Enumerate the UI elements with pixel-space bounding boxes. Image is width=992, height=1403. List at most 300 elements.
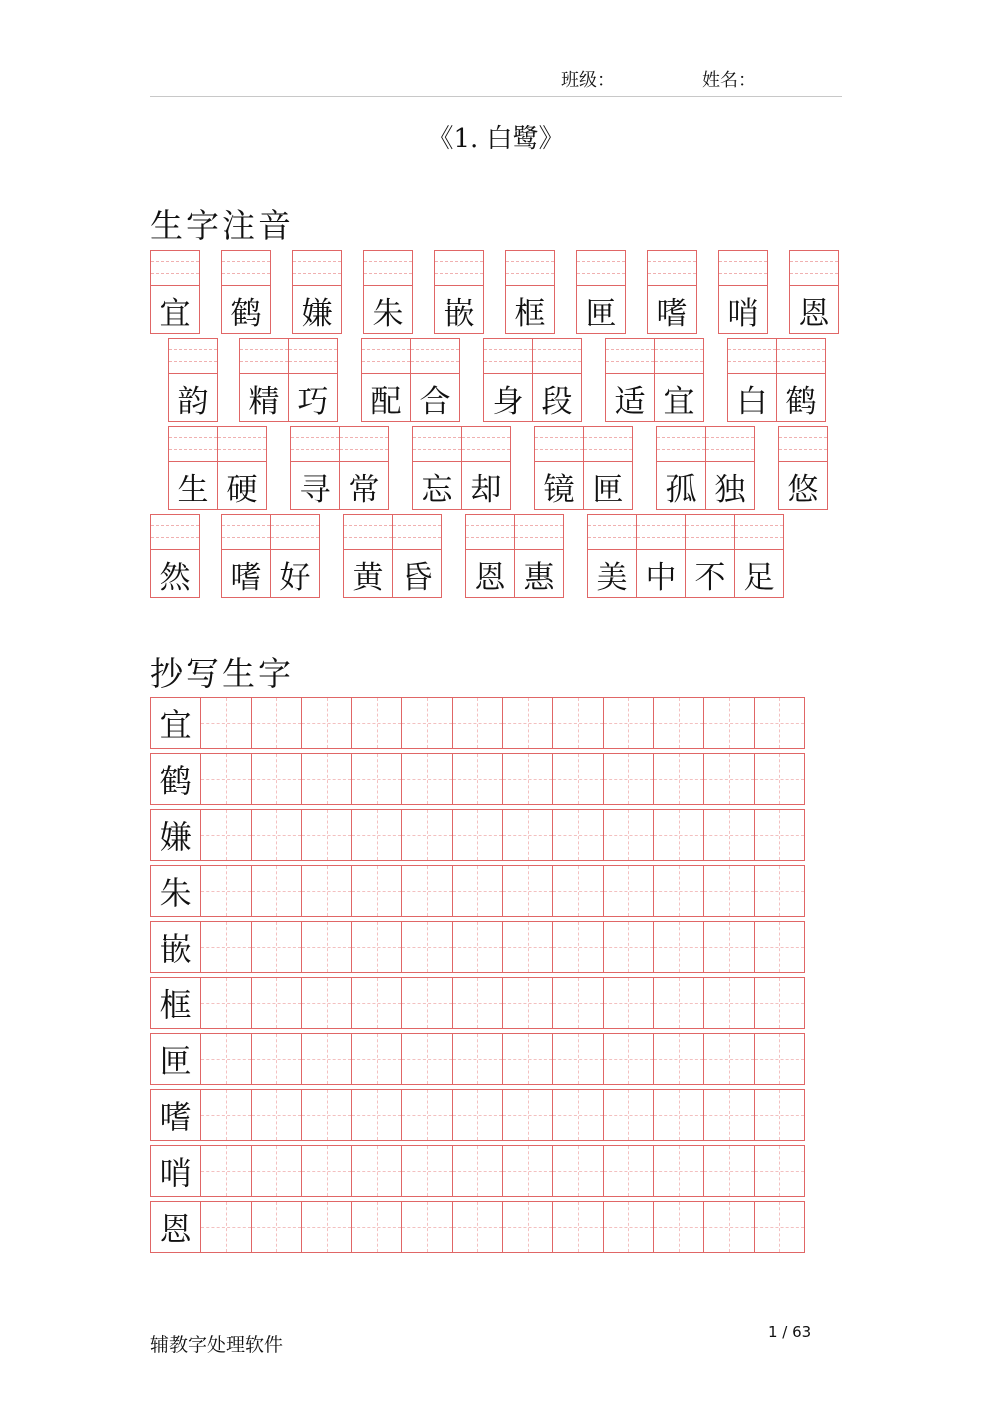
practice-cell[interactable] [251,1033,302,1085]
pinyin-write-area [271,515,319,550]
pinyin-word [168,426,266,510]
hanzi-character: 宜 [663,383,695,420]
practice-cell[interactable] [200,697,251,749]
pinyin-word [239,338,337,422]
pinyin-cell [150,514,200,598]
practice-cell[interactable] [502,977,553,1029]
pinyin-cell [734,514,784,598]
practice-cell[interactable] [452,809,503,861]
practice-cell[interactable] [653,921,704,973]
pinyin-cell [168,338,218,422]
practice-cell[interactable] [351,921,402,973]
practice-cell[interactable] [351,1033,402,1085]
practice-cell[interactable] [301,753,352,805]
pinyin-word [343,514,441,598]
hanzi-character: 身 [492,383,524,420]
hanzi-character: 却 [470,471,502,508]
pinyin-write-area [293,251,341,286]
practice-cell[interactable] [703,1201,754,1253]
pinyin-section-title: 生字注音 [150,206,294,245]
practice-cell[interactable] [301,1033,352,1085]
practice-cell[interactable] [653,697,704,749]
pinyin-cell [605,338,655,422]
hanzi-character: 合 [419,383,451,420]
hanzi-character: 镜 [543,471,575,508]
pinyin-cell [150,250,200,334]
pinyin-write-area [648,251,696,286]
pinyin-write-area [577,251,625,286]
practice-cell[interactable] [703,1089,754,1141]
practice-cell[interactable] [200,977,251,1029]
pinyin-cell [343,514,393,598]
pinyin-write-area [719,251,767,286]
pinyin-word [483,338,581,422]
pinyin-cell [656,426,706,510]
practice-cell[interactable] [502,1033,553,1085]
practice-cell[interactable] [401,977,452,1029]
hanzi-character: 不 [694,559,726,596]
pinyin-write-area [462,427,510,462]
practice-cell[interactable] [653,977,704,1029]
pinyin-cell [532,338,582,422]
practice-cell[interactable] [251,1145,302,1197]
pinyin-word [221,250,270,334]
hanzi-character: 好 [279,559,311,596]
page-title: 《1. 白鹭》 [427,124,565,154]
practice-cell[interactable] [301,809,352,861]
pinyin-cell [576,250,626,334]
pinyin-write-area [706,427,754,462]
practice-cell[interactable] [754,1089,805,1141]
hanzi-character: 宜 [159,295,191,332]
pinyin-cell [412,426,462,510]
hanzi-character: 美 [596,559,628,596]
practice-cell[interactable] [754,697,805,749]
pinyin-word [412,426,510,510]
practice-cell[interactable] [754,1033,805,1085]
practice-cell[interactable] [552,921,603,973]
pinyin-write-area [735,515,783,550]
hanzi-character: 匣 [585,295,617,332]
practice-cell[interactable] [603,1145,654,1197]
hanzi-character: 精 [248,383,280,420]
pinyin-write-area [240,339,288,374]
practice-cell[interactable] [200,1201,251,1253]
pinyin-cell [221,250,271,334]
hanzi-character: 嗜 [656,295,688,332]
copy-grid [150,697,818,1257]
pinyin-word [465,514,563,598]
hanzi-character: 段 [541,383,573,420]
copy-row [150,1089,818,1141]
name-label: 姓名： [702,70,756,91]
practice-cell[interactable] [754,753,805,805]
hanzi-character: 中 [645,559,677,596]
practice-cell[interactable] [653,865,704,917]
practice-cell[interactable] [603,865,654,917]
practice-cell[interactable] [452,977,503,1029]
hanzi-character: 巧 [297,383,329,420]
pinyin-cell [363,250,413,334]
hanzi-character: 鹤 [785,383,817,420]
hanzi-character: 忘 [421,471,453,508]
copy-row [150,753,818,805]
pinyin-cell [361,338,411,422]
practice-cell[interactable] [401,1201,452,1253]
practice-cell[interactable] [703,865,754,917]
pinyin-word [656,426,754,510]
pinyin-write-area [289,339,337,374]
hanzi-character: 生 [177,471,209,508]
practice-cell[interactable] [452,921,503,973]
hanzi-character: 黄 [352,559,384,596]
hanzi-character: 嫌 [301,295,333,332]
pinyin-cell [339,426,389,510]
practice-cell[interactable] [200,1033,251,1085]
hanzi-character: 适 [614,383,646,420]
practice-cell[interactable] [301,865,352,917]
hanzi-character: 孤 [665,471,697,508]
model-character: 嵌 [150,921,201,973]
practice-cell[interactable] [200,809,251,861]
hanzi-character: 硬 [226,471,258,508]
hanzi-character: 韵 [177,383,209,420]
pinyin-write-area [506,251,554,286]
practice-cell[interactable] [351,697,402,749]
practice-cell[interactable] [401,1089,452,1141]
practice-cell[interactable] [401,921,452,973]
hanzi-character: 恩 [798,295,830,332]
practice-cell[interactable] [351,753,402,805]
practice-cell[interactable] [603,753,654,805]
hanzi-character: 白 [736,383,768,420]
hanzi-character: 鹤 [230,295,262,332]
pinyin-cell [514,514,564,598]
pinyin-write-area [535,427,583,462]
pinyin-cell [647,250,697,334]
practice-cell[interactable] [653,1033,704,1085]
hanzi-character: 哨 [727,295,759,332]
pinyin-write-area [151,515,199,550]
copy-row [150,1033,818,1085]
pinyin-write-area [466,515,514,550]
practice-cell[interactable] [703,697,754,749]
practice-cell[interactable] [251,977,302,1029]
practice-cell[interactable] [301,1201,352,1253]
pinyin-write-area [413,427,461,462]
pinyin-write-area [606,339,654,374]
practice-cell[interactable] [552,1089,603,1141]
copy-row [150,921,818,973]
hanzi-character: 嗜 [230,559,262,596]
pinyin-cell [221,514,271,598]
practice-cell[interactable] [351,977,402,1029]
practice-cell[interactable] [200,921,251,973]
practice-cell[interactable] [452,865,503,917]
pinyin-word [168,338,217,422]
pinyin-write-area [411,339,459,374]
model-character: 朱 [150,865,201,917]
pinyin-word [290,426,388,510]
pinyin-cell [288,338,338,422]
pinyin-word [605,338,703,422]
pinyin-word [647,250,696,334]
hanzi-character: 框 [514,295,546,332]
pinyin-word [361,338,459,422]
practice-cell[interactable] [552,1145,603,1197]
practice-cell[interactable] [552,809,603,861]
pinyin-write-area [515,515,563,550]
hanzi-character: 悠 [787,471,819,508]
hanzi-character: 匣 [592,471,624,508]
practice-cell[interactable] [754,809,805,861]
practice-cell[interactable] [653,1089,704,1141]
practice-cell[interactable] [351,809,402,861]
practice-cell[interactable] [703,977,754,1029]
practice-cell[interactable] [703,1033,754,1085]
pinyin-cell [465,514,515,598]
hanzi-character: 惠 [523,559,555,596]
practice-cell[interactable] [452,1145,503,1197]
practice-cell[interactable] [754,1145,805,1197]
pinyin-word [587,514,783,598]
practice-cell[interactable] [502,753,553,805]
practice-cell[interactable] [552,1201,603,1253]
pinyin-cell [636,514,686,598]
pinyin-cell [727,338,777,422]
copy-row [150,697,818,749]
pinyin-write-area [222,251,270,286]
practice-cell[interactable] [703,753,754,805]
pinyin-word [727,338,825,422]
model-character: 恩 [150,1201,201,1253]
pinyin-write-area [588,515,636,550]
pinyin-cell [778,426,828,510]
pinyin-word [292,250,341,334]
practice-cell[interactable] [401,1145,452,1197]
practice-cell[interactable] [301,697,352,749]
practice-cell[interactable] [552,753,603,805]
practice-cell[interactable] [603,1033,654,1085]
practice-cell[interactable] [200,753,251,805]
practice-cell[interactable] [754,977,805,1029]
pinyin-write-area [728,339,776,374]
model-character: 嗜 [150,1089,201,1141]
hanzi-character: 配 [370,383,402,420]
pinyin-write-area [291,427,339,462]
pinyin-write-area [218,427,266,462]
practice-cell[interactable] [251,921,302,973]
practice-cell[interactable] [251,697,302,749]
pinyin-write-area [584,427,632,462]
practice-cell[interactable] [603,1089,654,1141]
pinyin-cell [587,514,637,598]
pinyin-cell [217,426,267,510]
pinyin-word [576,250,625,334]
practice-cell[interactable] [301,921,352,973]
pinyin-write-area [435,251,483,286]
practice-cell[interactable] [552,977,603,1029]
practice-cell[interactable] [452,697,503,749]
practice-cell[interactable] [754,921,805,973]
copy-row [150,865,818,917]
practice-cell[interactable] [301,1145,352,1197]
pinyin-write-area [533,339,581,374]
copy-row [150,809,818,861]
practice-cell[interactable] [603,921,654,973]
pinyin-word [434,250,483,334]
practice-cell[interactable] [653,753,704,805]
practice-cell[interactable] [502,1201,553,1253]
header-divider [150,96,842,97]
copy-row [150,1145,818,1197]
hanzi-character: 独 [714,471,746,508]
practice-cell[interactable] [251,865,302,917]
practice-cell[interactable] [351,1089,402,1141]
practice-cell[interactable] [351,1145,402,1197]
practice-cell[interactable] [351,865,402,917]
practice-cell[interactable] [401,1033,452,1085]
practice-cell[interactable] [754,865,805,917]
practice-cell[interactable] [603,977,654,1029]
practice-cell[interactable] [251,809,302,861]
practice-cell[interactable] [401,697,452,749]
pinyin-write-area [222,515,270,550]
practice-cell[interactable] [251,1089,302,1141]
practice-cell[interactable] [603,1201,654,1253]
practice-cell[interactable] [552,1033,603,1085]
pinyin-cell [718,250,768,334]
pinyin-word [150,250,199,334]
pinyin-cell [290,426,340,510]
pinyin-cell [239,338,289,422]
pinyin-cell [583,426,633,510]
class-label: 班级： [561,70,615,91]
practice-cell[interactable] [754,1201,805,1253]
pinyin-word [221,514,319,598]
pinyin-cell [505,250,555,334]
practice-cell[interactable] [502,921,553,973]
pinyin-cell [292,250,342,334]
pinyin-cell [776,338,826,422]
pinyin-write-area [362,339,410,374]
practice-cell[interactable] [251,1201,302,1253]
practice-cell[interactable] [401,753,452,805]
pinyin-cell [270,514,320,598]
copy-row [150,1201,818,1253]
pinyin-cell [705,426,755,510]
pinyin-cell [168,426,218,510]
pinyin-word [363,250,412,334]
hanzi-character: 足 [743,559,775,596]
pinyin-cell [789,250,839,334]
practice-cell[interactable] [703,921,754,973]
pinyin-write-area [151,251,199,286]
hanzi-character: 恩 [474,559,506,596]
pinyin-cell [483,338,533,422]
hanzi-character: 然 [159,559,191,596]
pinyin-write-area [779,427,827,462]
pinyin-cell [654,338,704,422]
practice-cell[interactable] [251,753,302,805]
practice-cell[interactable] [351,1201,402,1253]
pinyin-cell [410,338,460,422]
pinyin-write-area [657,427,705,462]
hanzi-character: 寻 [299,471,331,508]
pinyin-write-area [393,515,441,550]
practice-cell[interactable] [452,1089,503,1141]
pinyin-write-area [364,251,412,286]
practice-cell[interactable] [401,865,452,917]
pinyin-cell [434,250,484,334]
pinyin-write-area [169,339,217,374]
model-character: 哨 [150,1145,201,1197]
pinyin-write-area [169,427,217,462]
pinyin-cell [461,426,511,510]
practice-cell[interactable] [452,1033,503,1085]
practice-cell[interactable] [452,1201,503,1253]
practice-cell[interactable] [200,1145,251,1197]
pinyin-cell [534,426,584,510]
model-character: 鹤 [150,753,201,805]
practice-cell[interactable] [502,1145,553,1197]
pinyin-write-area [655,339,703,374]
practice-cell[interactable] [401,809,452,861]
pinyin-write-area [686,515,734,550]
pinyin-word [778,426,827,510]
pinyin-write-area [790,251,838,286]
pinyin-word [789,250,838,334]
model-character: 匣 [150,1033,201,1085]
practice-cell[interactable] [502,697,553,749]
practice-cell[interactable] [301,1089,352,1141]
pinyin-word [718,250,767,334]
practice-cell[interactable] [200,865,251,917]
practice-cell[interactable] [653,1145,704,1197]
practice-cell[interactable] [502,809,553,861]
pinyin-word [505,250,554,334]
pinyin-write-area [484,339,532,374]
hanzi-character: 常 [348,471,380,508]
practice-cell[interactable] [502,865,553,917]
practice-cell[interactable] [552,697,603,749]
pinyin-cell [392,514,442,598]
pinyin-write-area [344,515,392,550]
pinyin-write-area [637,515,685,550]
hanzi-character: 嵌 [443,295,475,332]
practice-cell[interactable] [653,1201,704,1253]
model-character: 宜 [150,697,201,749]
practice-cell[interactable] [703,809,754,861]
practice-cell[interactable] [603,809,654,861]
practice-cell[interactable] [502,1089,553,1141]
practice-cell[interactable] [703,1145,754,1197]
footer-software-name: 辅教字处理软件 [150,1334,284,1356]
practice-cell[interactable] [452,753,503,805]
hanzi-character: 朱 [372,295,404,332]
pinyin-write-area [777,339,825,374]
copy-section-title: 抄写生字 [150,654,294,693]
pinyin-word [534,426,632,510]
pinyin-cell [685,514,735,598]
practice-cell[interactable] [653,809,704,861]
model-character: 嫌 [150,809,201,861]
practice-cell[interactable] [200,1089,251,1141]
practice-cell[interactable] [301,977,352,1029]
practice-cell[interactable] [552,865,603,917]
practice-cell[interactable] [603,697,654,749]
copy-row [150,977,818,1029]
